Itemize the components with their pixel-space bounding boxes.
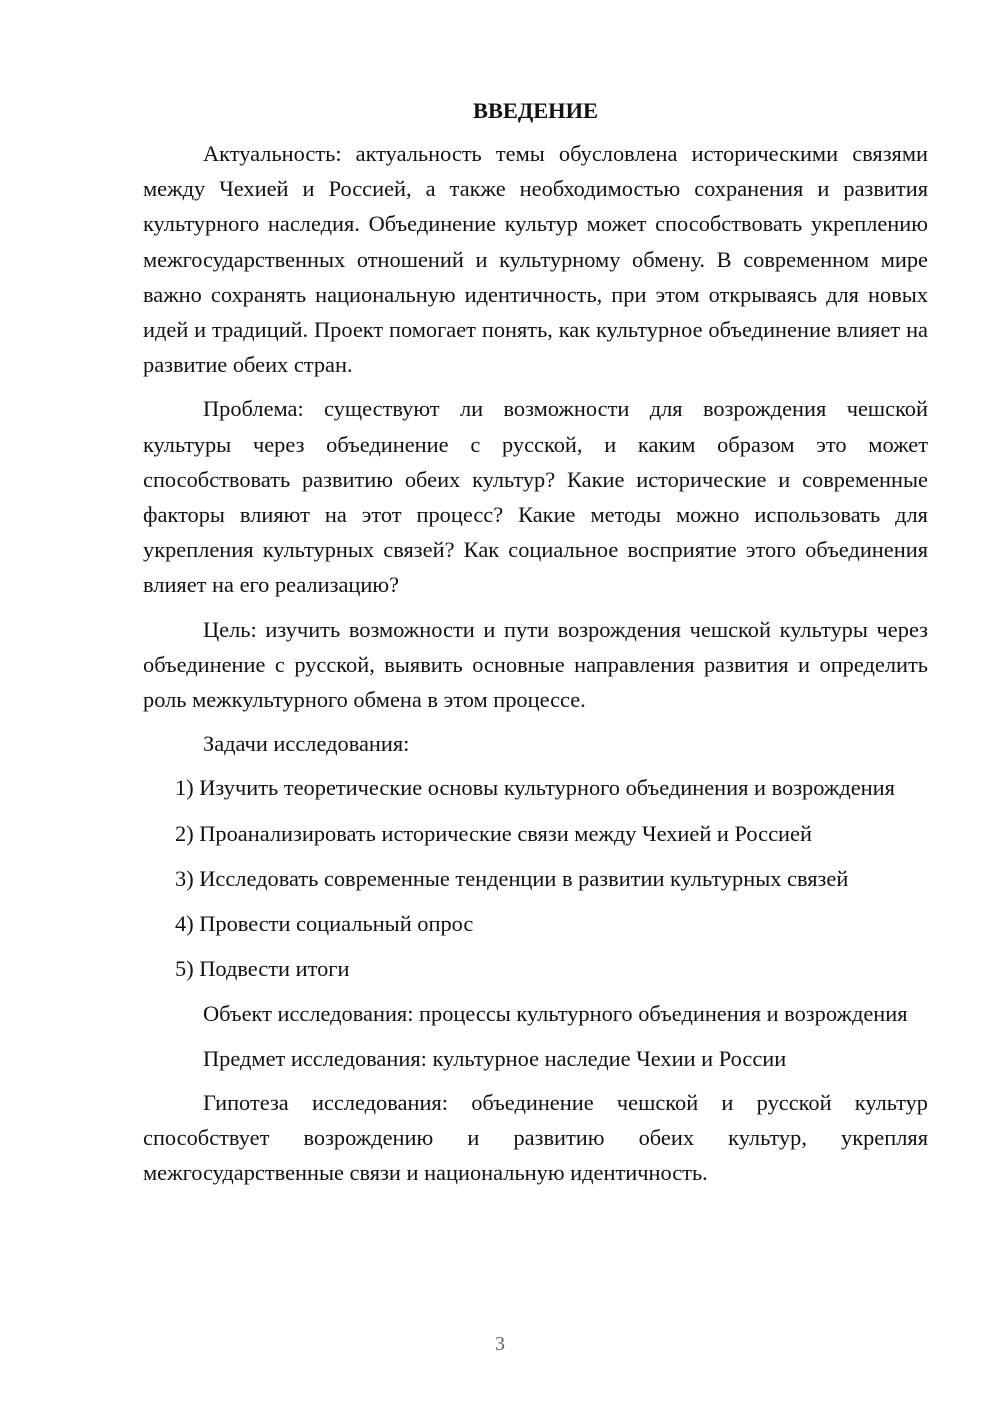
paragraph-problem: Проблема: существуют ли возможности для возрождения чешской культуры через объединение с русской, и каким образом это может способствовать развитию обеих культур? Какие исторические и современные факторы влияют на этот процесс? Какие методы можно использовать для укрепления культурных связей? Как социальное восприятие этого объединения влияет на его реализацию?: [143, 396, 928, 598]
task-item-5: 5) Подвести итоги: [175, 956, 350, 982]
paragraph-hypothesis: Гипотеза исследования: объединение чешской и русской культур способствует возрождению и развитию обеих культур, укрепляя межгосударственные связи и национальную идентичность.: [143, 1089, 928, 1186]
task-item-1: 1) Изучить теоретические основы культурного объединения и возрождения: [175, 775, 895, 801]
document-title: ВВЕДЕНИЕ: [473, 98, 598, 123]
page-number: 3: [495, 1333, 505, 1355]
tasks-heading: Задачи исследования:: [203, 731, 410, 757]
paragraph-goal: Цель: изучить возможности и пути возрождения чешской культуры через объединение с русской, выявить основные направления развития и определить роль межкультурного обмена в этом процессе.: [143, 616, 928, 713]
task-item-2: 2) Проанализировать исторические связи между Чехией и Россией: [175, 820, 812, 846]
paragraph-subject: Предмет исследования: культурное наследие Чехии и России: [203, 1045, 787, 1071]
paragraph-object: Объект исследования: процессы культурного объединения и возрождения: [203, 1001, 908, 1027]
task-item-4: 4) Провести социальный опрос: [175, 911, 474, 937]
document-page: [143, 96, 928, 1199]
task-item-3: 3) Исследовать современные тенденции в развитии культурных связей: [175, 865, 849, 891]
paragraph-relevance: Актуальность: актуальность темы обусловлена историческими связями между Чехией и Россией, а также необходимостью сохранения и развития культурного наследия. Объединение культур может способствовать укреплению межгосударственных отношений и культурному обмену. В современном мире важно сохранять национальную идентичность, при этом открываясь для новых идей и традиций. Проект помогает понять, как культурное объединение влияет на развитие обеих стран.: [143, 141, 928, 378]
